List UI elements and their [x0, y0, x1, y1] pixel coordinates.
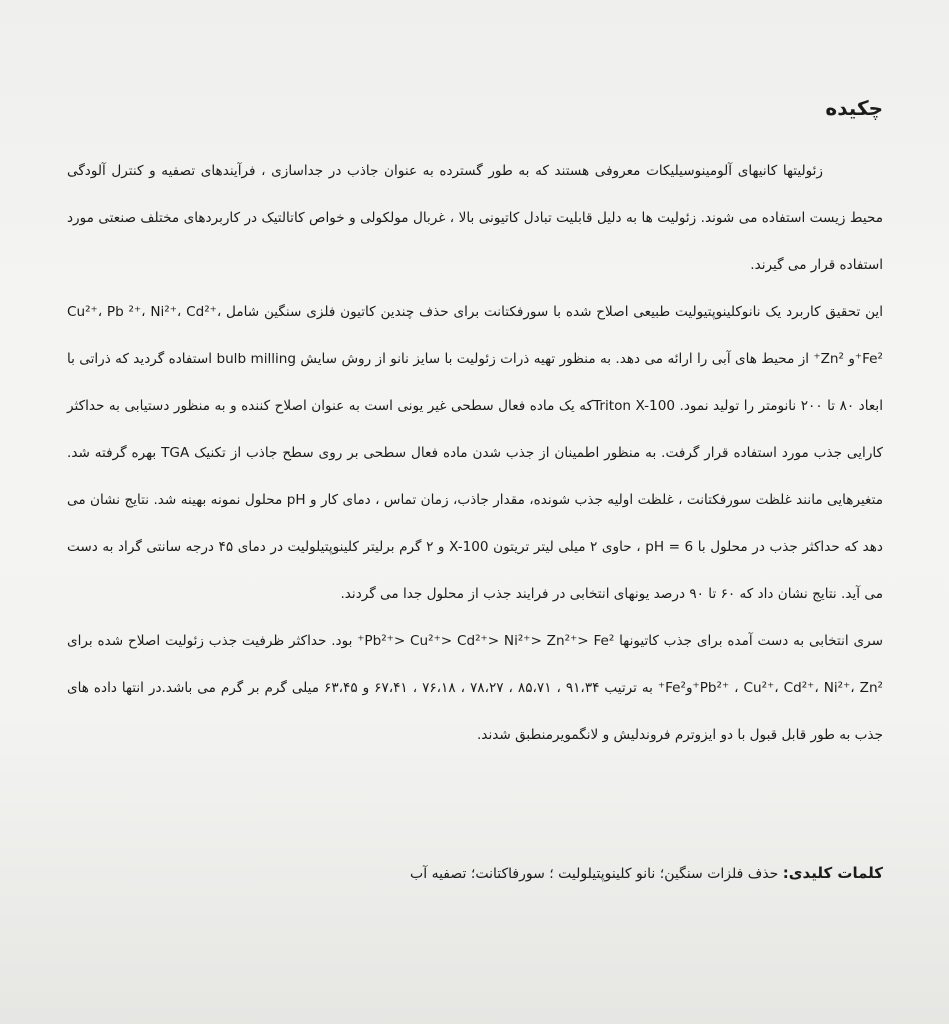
keywords-label: کلمات کلیدی:	[782, 864, 883, 882]
keywords-line	[63, 860, 883, 887]
abstract-paragraph-3: سری انتخابی به دست آمده برای جذب کاتیونها Pb²⁺> Cu²⁺> Cd²⁺> Ni²⁺> Zn²⁺> Fe²⁺ بود. حداکثر ظرفیت جذب زئولیت اصلاح شده برای Pb²⁺ ، Cu²⁺، Cd²⁺، Ni²⁺، Zn²⁺وFe²⁺ به ترتیب ۹۱،۳۴ ، ۸۵،۷۱ ، ۷۸،۲۷ ، ۷۶،۱۸ ، ۶۷،۴۱ و ۶۳،۴۵ میلی گرم بر گرم می باشد.در انتها داده های جذب به طور قابل قبول با دو ایزوترم فروندلیش و لانگمویرمنطبق شدند.	[67, 633, 884, 743]
abstract-paragraph-1: زئولیتها کانیهای آلومینوسیلیکات معروفی هستند که به طور گسترده به عنوان جاذب در جداسازی ، فرآیندهای تصفیه و کنترل آلودگی محیط زیست استفاده می شوند. زئولیت ها به دلیل قابلیت تبادل کاتیونی بالا ، غربال مولکولی و خواص کاتالتیک در کاربردهای مختلف صنعتی مورد استفاده قرار می گیرند.	[67, 163, 883, 273]
abstract-body	[67, 148, 883, 759]
abstract-paragraph-2: این تحقیق کاربرد یک نانوکلینوپتیولیت طبیعی اصلاح شده با سورفکتانت برای حذف چندین کاتیون فلزی سنگین شامل Cu²⁺، Pb ²⁺، Ni²⁺، Cd²⁺، Fe²⁺و Zn²⁺ از محیط های آبی را ارائه می دهد. به منظور تهیه ذرات زئولیت با سایز نانو از روش سایش bulb milling استفاده گردید که ذراتی با ابعاد ۸۰ تا ۲۰۰ نانومتر را تولید نمود. Triton X-100که یک ماده فعال سطحی غیر یونی است به عنوان اصلاح کننده و به منظور دستیابی به حداکثر کارایی جذب مورد استفاده قرار گرفت. به منظور اطمینان از جذب شدن ماده فعال سطحی بر روی سطح جاذب از تکنیک TGA بهره گرفته شد. متغیرهایی مانند غلظت سورفکتانت ، غلظت اولیه جذب شونده، مقدار جاذب، زمان تماس ، دمای کار و pH محلول نمونه بهینه شد. نتایج نشان می دهد که حداکثر جذب در محلول با pH = 6 ، حاوی ۲ میلی لیتر تریتون X-100 و ۲ گرم برلیتر کلینوپتیلولیت در دمای ۴۵ درجه سانتی گراد به دست می آید. نتایج نشان داد که ۶۰ تا ۹۰ درصد یونهای انتخابی در فرایند جذب از محلول جدا می گردند.	[67, 304, 883, 602]
keywords-text: حذف فلزات سنگین؛ نانو کلینوپتیلولیت ؛ سورفاکتانت؛ تصفیه آب	[410, 866, 783, 882]
abstract-heading: چکیده	[825, 96, 883, 120]
